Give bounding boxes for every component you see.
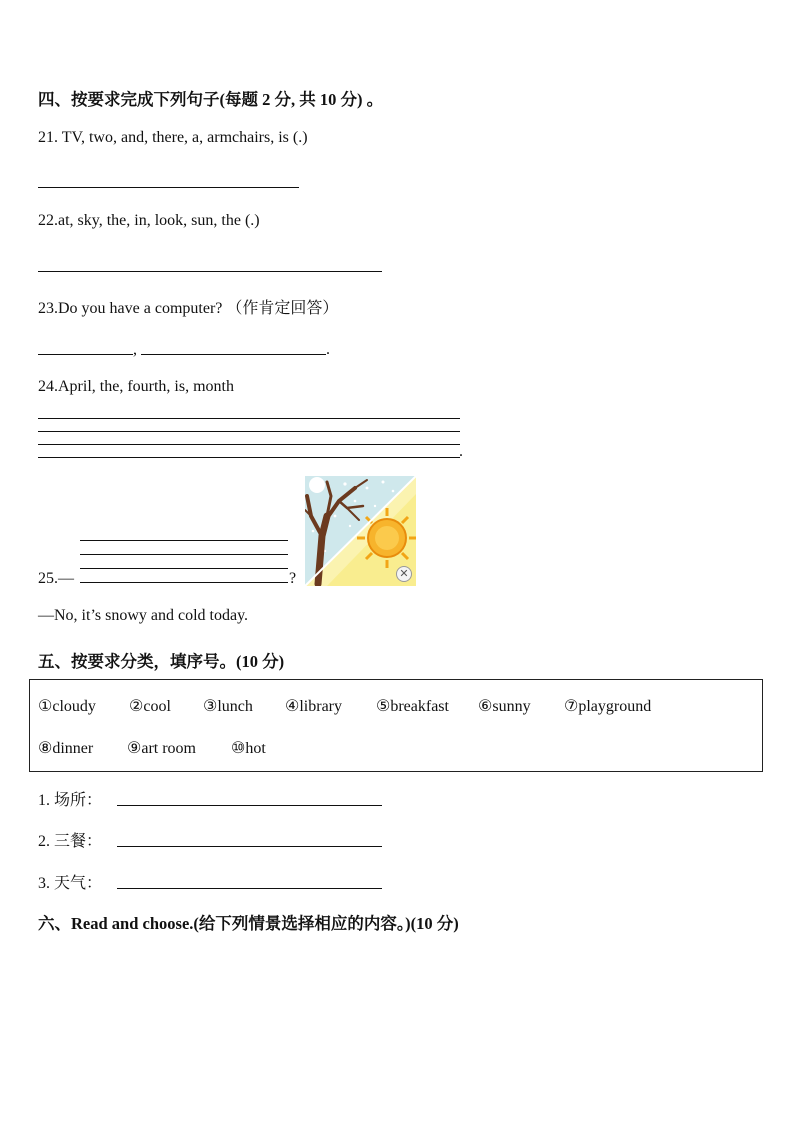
option-playground: ⑦playground [564,698,652,715]
word-bank-box [29,679,763,772]
blank-label-meals: 2. 三餐： [38,833,103,850]
option-dinner: ⑧dinner [38,740,94,757]
comma: , [133,341,137,358]
section6-title [38,910,459,934]
answer-line-23b[interactable] [141,354,326,355]
section6-score: (10 分) [410,914,459,933]
question-25-number: 25.— [38,570,74,587]
question-mark: ? [289,570,297,587]
answer-line-25a[interactable] [80,540,288,541]
answer-line-24d[interactable] [38,457,460,458]
option-library: ④library [285,698,342,715]
section6-title-cn: (给下列情景选择相应的内容。) [193,914,411,933]
option-sunny: ⑥sunny [478,698,531,715]
option-art-room: ⑨art room [127,740,196,757]
section5-title: 五、按要求分类，填序号。(10 分) [38,652,285,671]
answer-line-25b[interactable] [80,554,288,555]
answer-line-24b[interactable] [38,431,460,432]
option-lunch: ③lunch [203,698,253,715]
weather-picture [305,476,416,586]
answer-line-23a[interactable] [38,354,133,355]
option-hot: ⑩hot [231,740,266,757]
question-24: 24.April, the, fourth, is, month [38,378,234,395]
option-cloudy: ①cloudy [38,698,96,715]
answer-line-25d[interactable] [80,582,288,583]
answer-line-24a[interactable] [38,418,460,419]
section4-title: 四、按要求完成下列句子(每题 2 分, 共 10 分) 。 [38,90,384,109]
blank-label-weather: 3. 天气： [38,875,103,892]
answer-line-weather[interactable] [117,888,382,889]
blank-label-places: 1. 场所： [38,792,103,809]
close-icon[interactable]: ✕ [396,566,412,582]
answer-line-places[interactable] [117,805,382,806]
question-23: 23.Do you have a computer? （作肯定回答） [38,300,339,317]
answer-line-21[interactable] [38,187,299,188]
question-25-answer: —No, it’s snowy and cold today. [38,607,249,624]
answer-line-22[interactable] [38,271,382,272]
question-22: 22.at, sky, the, in, look, sun, the (.) [38,212,260,229]
section6-prefix: 六、 [38,914,71,933]
section6-title-en: Read and choose. [71,914,194,933]
question-21: 21. TV, two, and, there, a, armchairs, is (.) [38,129,308,146]
answer-line-24c[interactable] [38,444,460,445]
period: . [326,341,330,358]
answer-line-25c[interactable] [80,568,288,569]
period: . [459,443,463,460]
answer-line-meals[interactable] [117,846,382,847]
option-cool: ②cool [129,698,171,715]
option-breakfast: ⑤breakfast [376,698,449,715]
